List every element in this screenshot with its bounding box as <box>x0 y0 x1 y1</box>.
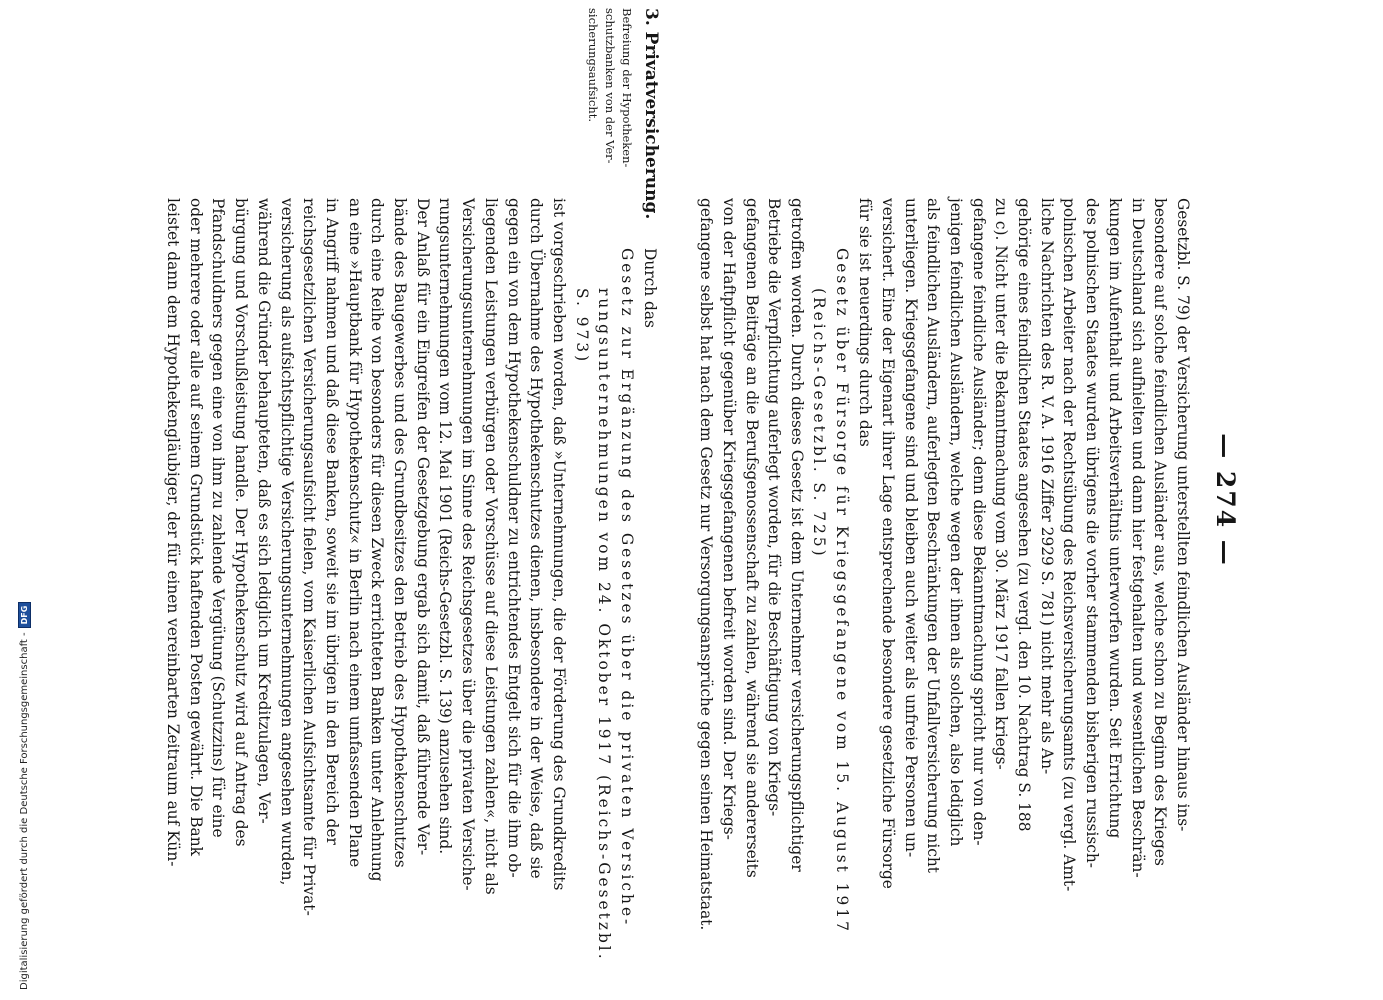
block2-line: gefangene selbst hat nach dem Gesetz nur Versorgungsansprüche gegen seinen Heimatstaat. <box>697 198 716 931</box>
block1-line: zu c). Nicht unter die Bekanntmachung vom 30. März 1917 fallen kriegs- <box>992 198 1011 770</box>
block1-line: kungen im Aufenthalt und Arbeitsverhältnis unterworfen wurden. Seit Errichtung <box>1105 198 1124 839</box>
paragraph-mortgage-protection <box>161 198 570 988</box>
block3-line: bürgung und Vorschußleistung handle. Der Hypothekenschutz wird auf Antrag des <box>232 198 251 847</box>
block3-line: versicherung als aufsichtspflichtige Versicherungsunternehmungen angesehen wurden, <box>277 198 296 886</box>
block3-line: oder mehrere oder alle auf seinem Grundstück haftenden Posten gewährt. Die Bank <box>186 198 205 856</box>
margin_note-line: Befreiung der Hypotheken- <box>620 8 634 168</box>
margin_note-line: sicherungsaufsicht. <box>586 8 600 123</box>
block1-line: liche Nachrichten des R. V. A. 1916 Ziffer 2929 S. 781) nicht mehr als An- <box>1037 198 1056 775</box>
durch-das-label: Durch das <box>641 248 659 328</box>
block1-line: Gesetzbl. S. 79) der Versicherung unterstellten feindlichen Ausländer hinaus ins- <box>1174 198 1192 832</box>
block1-line: des polnischen Staates wurden übrigens die vorher stammenden bisherigen russisch- <box>1083 198 1102 868</box>
block3-line: liegenden Leistungen verbürgen oder Vorschüsse auf diese Leistungen zahlen«, nicht als <box>481 198 500 895</box>
section-heading: 3. Privatversicherung. <box>641 8 661 220</box>
margin_note-line: schutzbanken von der Ver- <box>603 8 617 164</box>
block2-line: von der Haftpflicht gegenüber Kriegsgefangenen befreit worden sind. Der Kriegs- <box>719 198 738 840</box>
credit-text: Digitalisierung gefördert durch die Deutsche Forschungsgemeinschaft - <box>19 632 30 990</box>
law1-line: Gesetz über Fürsorge für Kriegsgefangene vom 15. August 1917 <box>833 248 851 934</box>
paragraph-prisoner-welfare <box>694 198 808 988</box>
law-reference-insurance <box>570 248 638 988</box>
law2-line: rungsunternehmungen vom 24. Oktober 1917 (Reichs-Gesetzbl. <box>595 288 614 962</box>
block3-line: leistet dann dem Hypothekengläubiger, der für einen vereinbarten Zeitraum auf Kün- <box>164 198 183 867</box>
margin-note <box>584 8 635 178</box>
block1-line: als feindlichen Ausländern, auferlegten Beschränkungen der Unfallversicherung nicht <box>924 198 943 873</box>
block3-line: ist vorgeschrieben worden, daß »Unternehmungen, die der Förderung des Grundkredits <box>550 198 568 891</box>
block1-line: polnischen Arbeiter nach der Rechtsübung des Reichsversicherungsamts (zu vergl. Amt- <box>1060 198 1079 892</box>
block1-line: gehörige eines feindlichen Staates angesehen (zu vergl. den 10. Nachtrag S. 188 <box>1015 198 1034 832</box>
block1-line: jenigen feindlichen Ausländern, welche wegen der ihnen als solchen, also lediglich <box>946 198 965 847</box>
block3-line: in Angriff nahmen und daß diese Banken, soweit sie im übrigen in den Bereich der <box>322 198 341 845</box>
law1-line: (Reichs-Gesetzbl. S. 725) <box>810 288 829 559</box>
law2-line: Gesetz zur Ergänzung des Gesetzes über die privaten Versiche- <box>618 248 636 928</box>
block3-line: Pfandschuldners gegen eine von ihm zu zahlende Vergütung (Schutzzins) für eine <box>209 198 228 838</box>
block3-line: an eine »Hauptbank für Hypothekenschutz« in Berlin nach einem umfassenden Plane <box>345 198 364 868</box>
block1-line: versichert. Eine der Eigenart ihrer Lage entsprechende besondere gesetzliche Fürsorge <box>878 198 897 889</box>
block3-line: durch eine Reihe von besonders für diesen Zweck errichteten Banken unter Anlehnung <box>368 198 387 882</box>
paragraph-foreign-workers <box>853 198 1194 988</box>
block1-line: besondere auf solche feindlichen Ausländer aus, welche schon zu Beginn des Krieges <box>1151 198 1170 866</box>
dfg-logo: DFG <box>18 602 31 629</box>
block1-line: für sie ist neuerdings durch das <box>856 198 875 447</box>
block3-line: durch Übernahme des Hypothekenschutzes dienen, insbesondere in der Weise, daß sie <box>527 198 546 879</box>
block1-line: in Deutschland sich aufhielten und dann hier festgehalten und wesentlichen Beschrän- <box>1128 198 1147 878</box>
block1-line: gefangene feindliche Ausländer; denn diese Bekanntmachung spricht nur von den- <box>969 198 988 846</box>
block3-line: reichsgesetzlichen Versicherungsaufsicht fielen, vom Kaiserlichen Aufsichtsamte für Privat- <box>300 198 319 916</box>
block2-line: Betriebe die Verpflichtung auferlegt worden, für die Beschäftigung von Kriegs- <box>765 198 784 817</box>
block2-line: gefangenen Beiträge an die Berufsgenossenschaft zu zahlen, während sie andererseits <box>742 198 761 878</box>
page-number: — 274 — <box>1211 433 1240 567</box>
law2-line: S. 973) <box>572 288 591 365</box>
law-reference-prisoners <box>808 248 853 988</box>
block3-line: rungsunternehmungen vom 12. Mai 1901 (Reichs-Gesetzbl. S. 139) anzusehen sind. <box>436 198 455 855</box>
block3-line: gegen ein von dem Hypothekenschuldner zu entrichtendes Entgelt sich für die ihm ob- <box>504 198 523 878</box>
rotated-page-content <box>30 0 1250 1000</box>
block1-line: unterliegen. Kriegsgefangene sind und bleiben auch weiter als unfreie Personen un- <box>901 198 920 858</box>
block3-line: bände des Baugewerbes und des Grundbesitzes den Betrieb des Hypothekenschutzes <box>391 198 410 868</box>
block3-line: während die Gründer behaupteten, daß es sich lediglich um Kreditzulagen, Ver- <box>254 198 273 824</box>
block3-line: Der Anlaß für ein Eingreifen der Gesetzgebung ergab sich damit, daß führende Ver- <box>413 198 432 856</box>
block3-line: Versicherungsunternehmungen im Sinne des Reichsgesetzes über die privaten Versiche- <box>459 198 478 891</box>
block2-line: getroffen worden. Durch dieses Gesetz ist dem Unternehmer versicherungspflichtiger <box>788 198 806 872</box>
